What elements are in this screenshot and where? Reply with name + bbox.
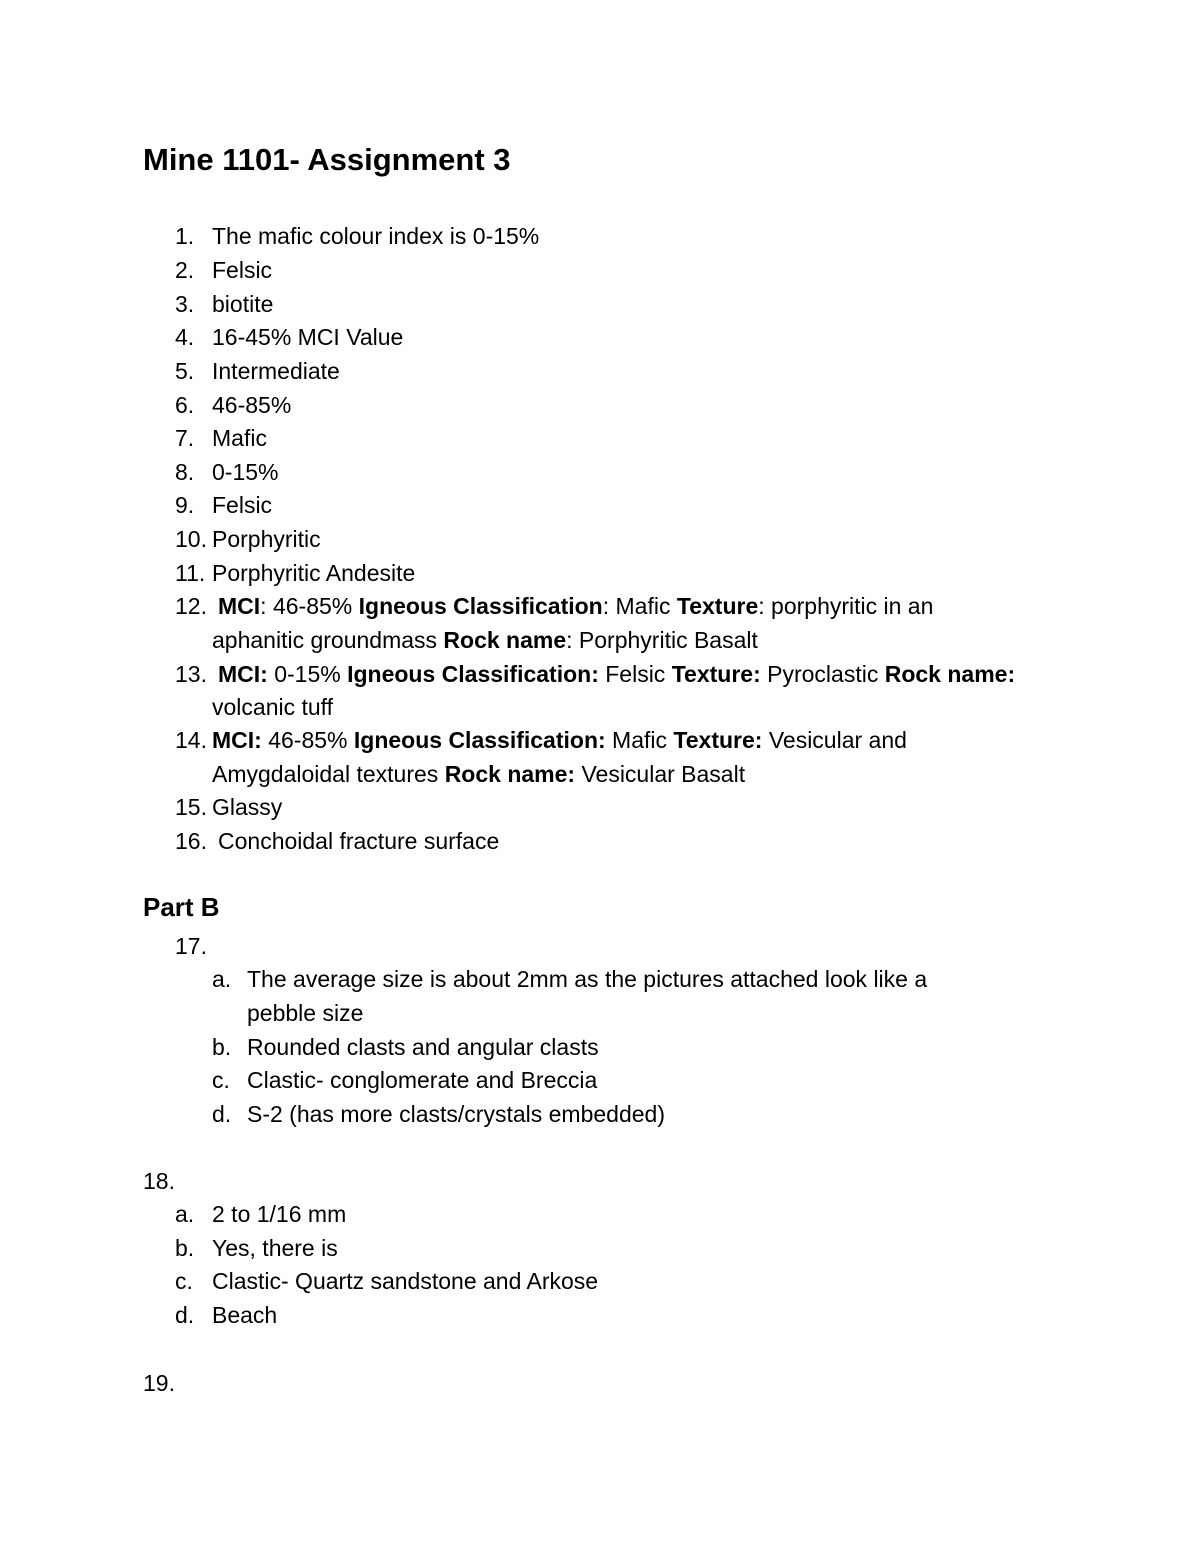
question-number-18: 18. [143, 1168, 175, 1194]
list-item-q13-cont: volcanic tuff [212, 694, 334, 720]
document-page: Mine 1101- Assignment 3 1. The mafic colour index is 0-15% 2. Felsic 3. biotite 4. 16-45% MCI Value 5. Intermediate 6. 46-85% 7. Mafic 8. 0-15% 9. Felsic 10. Porphyritic 11. Porphyritic Andesite 12. MCI: 46-85% Igneous Classification: Mafic Texture: porphyritic in an aphanitic groundmass Rock name: Porphyritic Basalt 13. MCI: 0-15% Igneous Classification: Felsic Texture: Pyroclastic Rock name: volcanic tuff 14. MCI: 46-85% Igneous Classification: Mafic Texture: Vesicular and Amygdaloidal textures Rock name: Vesicular Basalt 15. Glassy 16. Conchoidal fracture surface Part B 17. a. The average size is about 2mm as the pictures attached look like a pebble size b. Rounded clasts and angular clasts c. Clastic- conglomerate and Breccia d. S-2 (has more clasts/crystals embedded) 18. a. 2 to 1/16 mm b. Yes, there is c. Clastic- Quartz sandstone and Arkose d. Beach 19. [0, 0, 1200, 1553]
list-item-q14-cont: Amygdaloidal textures Rock name: Vesicular Basalt [212, 761, 746, 787]
section-heading-part-b: Part B [143, 892, 220, 922]
question-number-17: 17. [175, 933, 207, 959]
sub-item-17a-cont: pebble size [247, 1000, 364, 1026]
list-item-q12-cont: aphanitic groundmass Rock name: Porphyritic Basalt [212, 627, 758, 653]
question-number-19: 19. [143, 1370, 175, 1396]
page-title: Mine 1101- Assignment 3 [143, 142, 511, 177]
